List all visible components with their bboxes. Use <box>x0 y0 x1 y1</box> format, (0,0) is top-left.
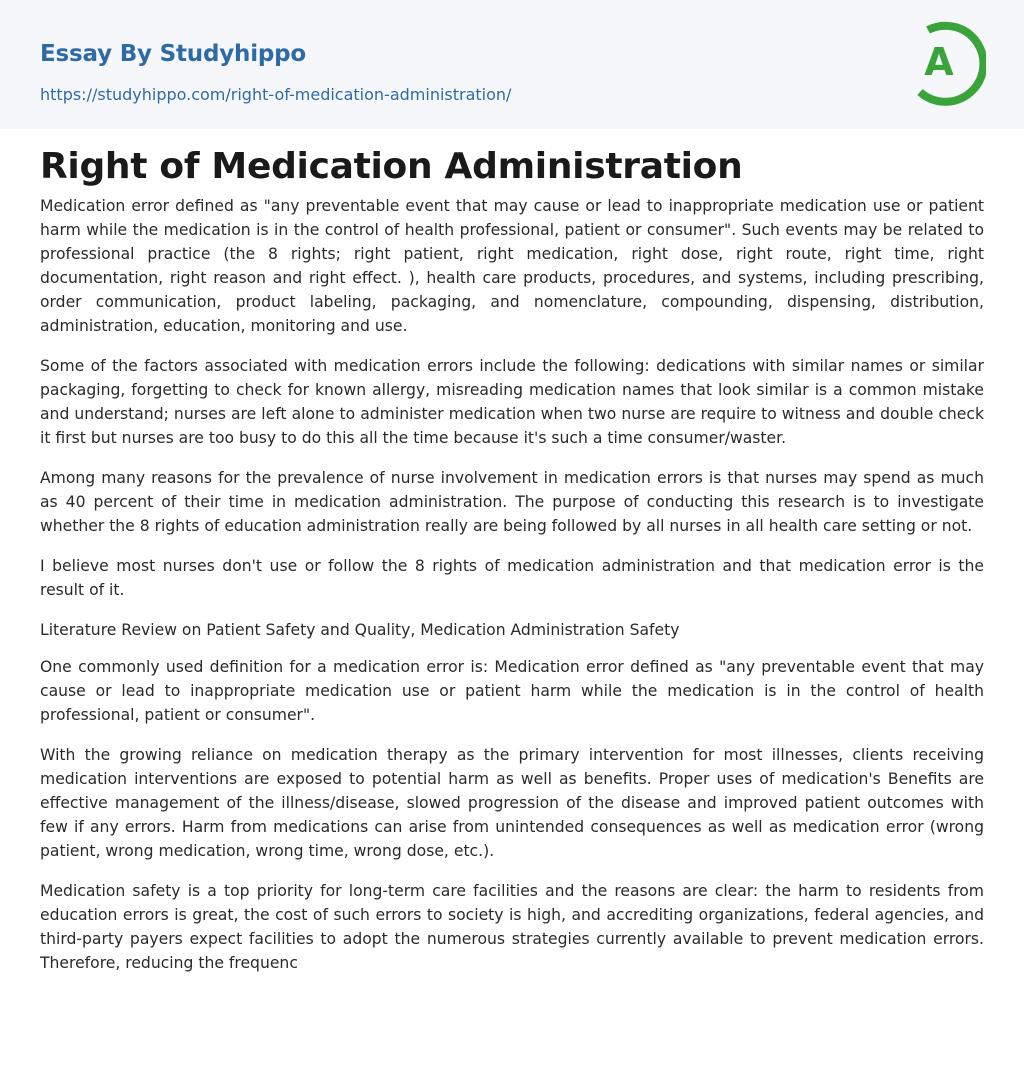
page-title: Right of Medication Administration <box>40 146 743 187</box>
brand-title[interactable]: Essay By Studyhippo <box>40 41 307 67</box>
article-paragraph-6: With the growing reliance on medication therapy as the primary intervention for most illnesses, clients receiving medication interventions are exposed to potential harm as well as benefits. Proper uses of medication's Benefits are effective management of the illness/disease, slowed progression of the disease and improved patient outcomes with few if any errors. Harm from medications can arise from unintended consequences as well as medication error (wrong patient, wrong medication, wrong time, wrong dose, etc.). <box>40 746 984 860</box>
article-paragraph-5: One commonly used definition for a medication error is: Medication error defined as "any preventable event that may cause or lead to inappropriate medication use or patient harm while the medication is in the control of health professional, patient or consumer". <box>40 658 984 724</box>
article-paragraph-1: Medication error defined as "any preventable event that may cause or lead to inappropriate medication use or patient harm while the medication is in the control of health professional, patient or consumer". Such events may be related to professional practice (the 8 rights; right patient, right medication, right dose, right route, right time, right documentation, right reason and right effect. ), health care products, procedures, and systems, including prescribing, order communication, product labeling, packaging, and nomenclature, compounding, dispensing, distribution, administration, education, monitoring and use. <box>40 197 984 335</box>
article-paragraph-7: Medication safety is a top priority for long-term care facilities and the reasons are clear: the harm to residents from education errors is great, the cost of such errors to society is high, and accrediting organizations, federal agencies, and third-party payers expect facilities to adopt the numerous strategies currently available to prevent medication errors. Therefore, reducing the frequenc <box>40 882 984 972</box>
site-header <box>0 0 1024 129</box>
article-paragraph-3: Among many reasons for the prevalence of nurse involvement in medication errors is that nurses may spend as much as 40 percent of their time in medication administration. The purpose of conducting this research is to investigate whether the 8 rights of education administration really are being followed by all nurses in all health care setting or not. <box>40 469 984 535</box>
source-url-link[interactable]: https://studyhippo.com/right-of-medication-administration/ <box>40 85 512 104</box>
article-body <box>40 194 984 991</box>
article-paragraph-2: Some of the factors associated with medication errors include the following: dedications with similar names or similar packaging, forgetting to check for known allergy, misreading medication names that look similar is a common mistake and understand; nurses are left alone to administer medication when two nurse are require to witness and double check it first but nurses are too busy to do this all the time because it's such a time consumer/waster. <box>40 357 984 447</box>
article-paragraph-4: I believe most nurses don't use or follow the 8 rights of medication administration and that medication error is the result of it. <box>40 557 984 599</box>
logo-letter: A <box>924 40 954 84</box>
literature-review-subheading: Literature Review on Patient Safety and Quality, Medication Administration Safety <box>40 621 680 639</box>
studyhippo-logo-icon[interactable] <box>906 18 986 106</box>
